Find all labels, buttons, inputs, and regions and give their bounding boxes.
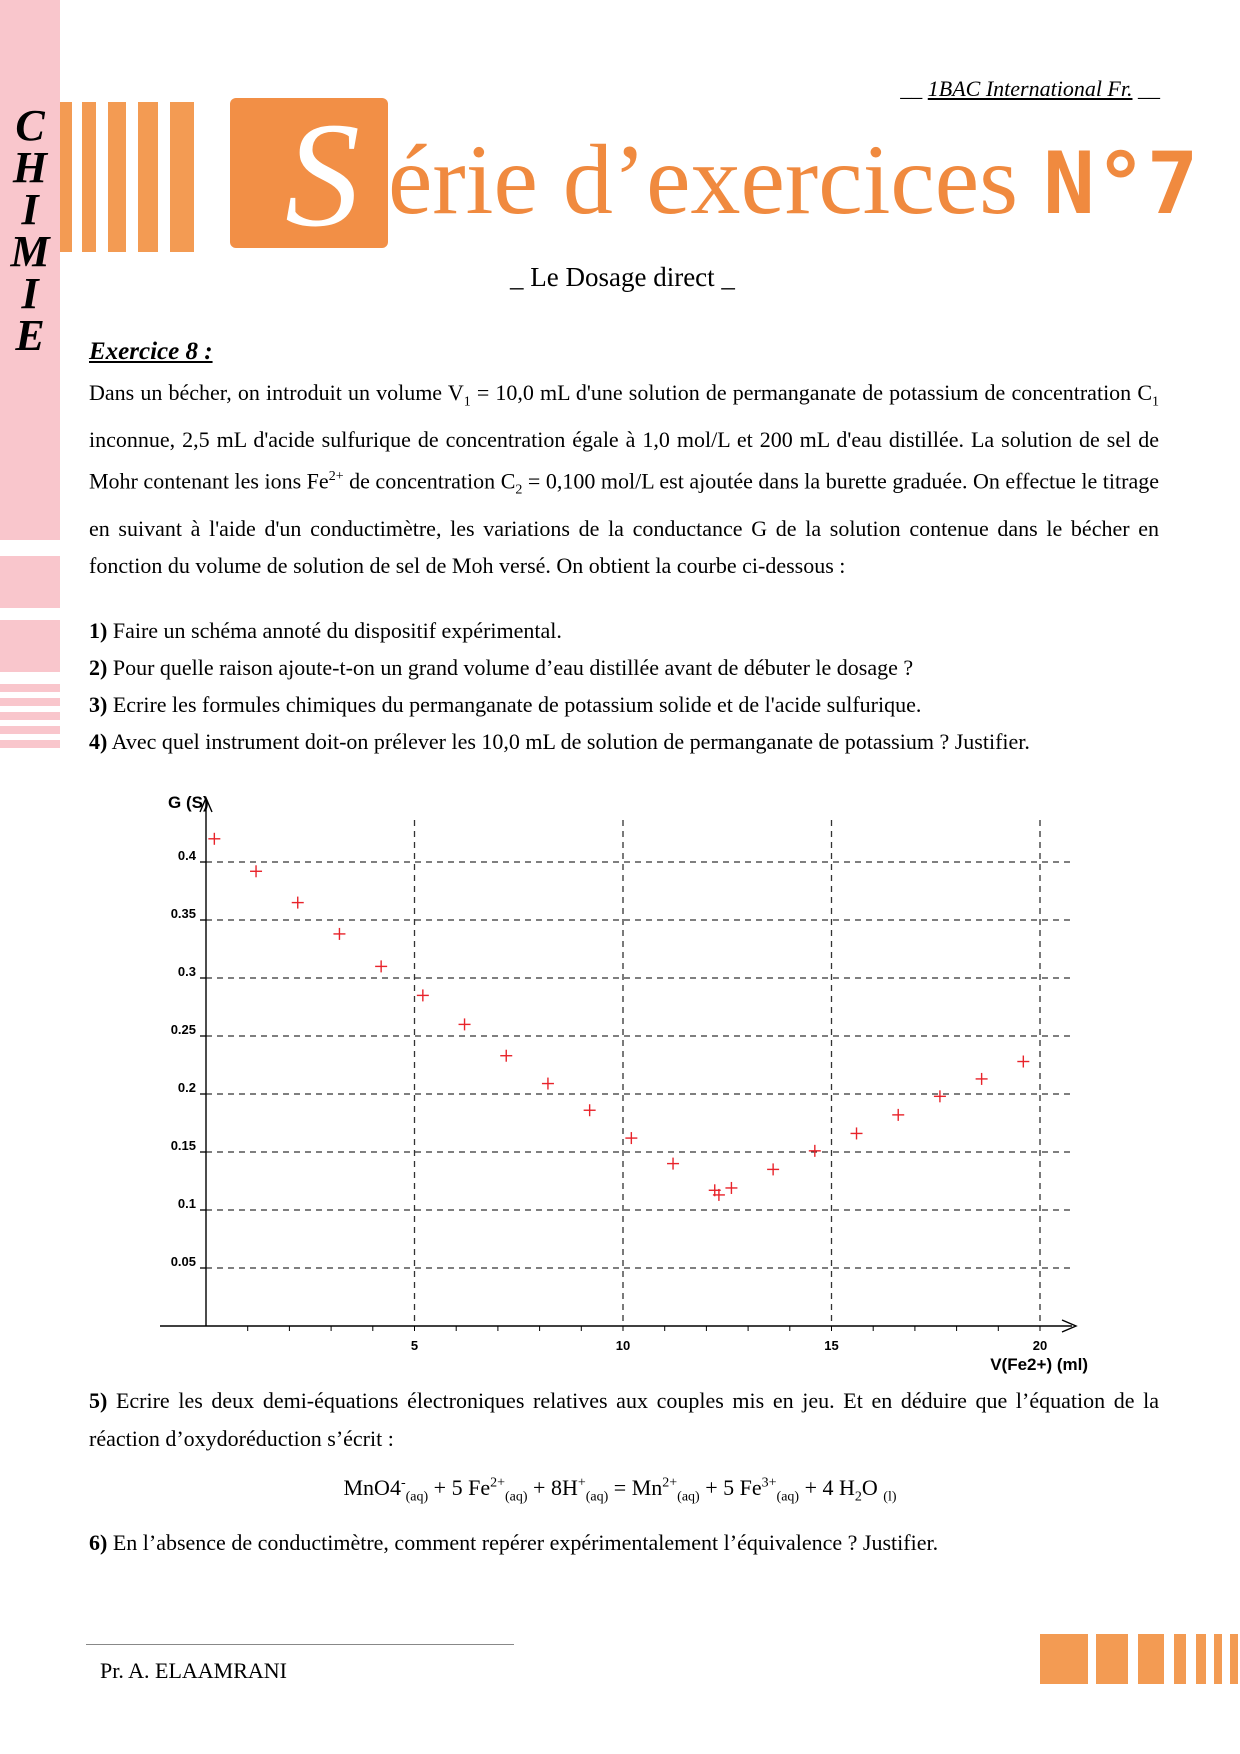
footer-bar <box>1040 1634 1088 1684</box>
eq-sub: (aq) <box>677 1489 700 1505</box>
level-text: 1BAC International Fr. <box>927 76 1133 101</box>
footer-bar <box>1214 1634 1222 1684</box>
x-tick-label: 20 <box>1032 1338 1048 1353</box>
y-tick-label: 0.25 <box>170 1022 196 1037</box>
subject-letter: E <box>15 311 45 360</box>
eq-part: = Mn <box>608 1475 663 1500</box>
eq-part: MnO4 <box>343 1475 401 1500</box>
eq-part: + 5 Fe <box>699 1475 762 1500</box>
exercise-title: Exercice 8 : <box>89 338 213 365</box>
statement-text: Dans un bécher, on introduit un volume V <box>89 380 464 405</box>
page-title-text: érie d’exercices <box>388 124 1044 235</box>
question-number: 1) <box>89 618 108 643</box>
subject-letter: M <box>10 227 50 276</box>
footer-author: Pr. A. ELAAMRANI <box>100 1658 288 1683</box>
subject-letter: I <box>21 185 39 234</box>
subject-letter: C <box>15 101 45 150</box>
y-tick-label: 0.05 <box>170 1254 196 1269</box>
question-number: 3) <box>89 692 108 717</box>
title-initial: S <box>285 92 360 258</box>
x-tick-label: 10 <box>615 1338 631 1353</box>
subtitle: _ Le Dosage direct _ <box>510 262 735 292</box>
footer-divider <box>86 1644 514 1645</box>
eq-part: O <box>861 1475 884 1500</box>
subject-letter: I <box>21 269 39 318</box>
y-axis-label: G (S) <box>168 793 209 812</box>
question-number: 2) <box>89 655 108 680</box>
y-tick-label: 0.2 <box>177 1080 196 1095</box>
statement-sub: 2 <box>515 483 523 499</box>
question-6 <box>89 1528 938 1558</box>
statement-sup: 2+ <box>328 469 344 485</box>
statement-text: = 10,0 mL d'une solution de permanganate de potassium de concentration C <box>470 380 1152 405</box>
statement-text: de concentration C <box>343 468 516 494</box>
series-number: N°7 <box>1043 134 1199 234</box>
eq-sup: - <box>400 1475 406 1491</box>
eq-sub: (aq) <box>585 1489 609 1505</box>
question-text: En l’absence de conductimètre, comment repérer expérimentalement l’équivalence ? Justifier. <box>107 1530 939 1555</box>
eq-sup: 3+ <box>761 1475 777 1491</box>
statement-sub: 1 <box>1152 394 1159 410</box>
eq-sub: (aq) <box>405 1489 429 1505</box>
y-tick-label: 0.4 <box>177 848 196 863</box>
eq-part: + 5 Fe <box>428 1475 491 1500</box>
eq-part: + 8H <box>527 1475 578 1500</box>
eq-sub: (aq) <box>776 1489 800 1505</box>
y-tick-label: 0.1 <box>177 1196 196 1211</box>
eq-sup: 2+ <box>490 1475 505 1491</box>
x-tick-label: 5 <box>410 1338 419 1353</box>
statement-text: = 0,100 mol/L est ajoutée dans la burette graduée. On effectue le titrage en suivant à l'aide d'un conductimètre, les variations de la conductance G de la solution contenue dans le bécher en fonction du volume de solution de sel de Moh versé. On obtient la courbe ci-dessous : <box>89 468 1159 579</box>
redox-equation <box>0 1475 1240 1505</box>
question-text: Faire un schéma annoté du dispositif expérimental. <box>107 618 562 643</box>
footer-bar <box>1138 1634 1164 1684</box>
x-axis-label: V(Fe2+) (ml) <box>990 1355 1088 1374</box>
eq-sup: + <box>577 1475 586 1491</box>
question-5 <box>89 1382 1159 1457</box>
question-number: 6) <box>89 1530 108 1555</box>
question-number: 4) <box>89 729 108 754</box>
y-tick-label: 0.35 <box>170 906 196 921</box>
y-tick-label: 0.15 <box>170 1138 196 1153</box>
question-text: Ecrire les deux demi-équations électroniques relatives aux couples mis en jeu. Et en déduire que l’équation de la réaction d’oxydoréduction s’écrit : <box>89 1388 1159 1451</box>
footer-bar <box>1196 1634 1206 1684</box>
footer-bar <box>1174 1634 1186 1684</box>
eq-sub: 2 <box>854 1489 862 1505</box>
footer-bar <box>1230 1634 1238 1684</box>
level-label: __ 1BAC International Fr. __ <box>900 76 1160 101</box>
x-tick-label: 15 <box>824 1338 839 1353</box>
eq-sub: (aq) <box>505 1489 528 1505</box>
subtitle-text: Le Dosage direct <box>530 262 715 292</box>
eq-sub: (l) <box>883 1489 897 1505</box>
question-number: 5) <box>89 1388 108 1413</box>
question-text: Ecrire les formules chimiques du permanganate de potassium solide et de l'acide sulfurique. <box>107 692 922 717</box>
question-text: Avec quel instrument doit-on prélever les 10,0 mL de solution de permanganate de potassium ? Justifier. <box>107 729 1030 754</box>
footer-bar <box>1096 1634 1128 1684</box>
question-text: Pour quelle raison ajoute-t-on un grand volume d’eau distillée avant de débuter le dosage ? <box>107 655 914 680</box>
eq-part: + 4 H <box>799 1475 855 1500</box>
y-tick-label: 0.3 <box>177 964 196 979</box>
statement-text: inconnue, 2,5 mL d'acide sulfurique de concentration égale à 1,0 mol/L et 200 mL d'eau distillée. La solution de sel de Mohr contenant les ions Fe <box>89 426 1159 494</box>
eq-sup: 2+ <box>662 1475 678 1491</box>
subject-letter: H <box>12 143 48 192</box>
statement-sub: 1 <box>463 394 471 410</box>
